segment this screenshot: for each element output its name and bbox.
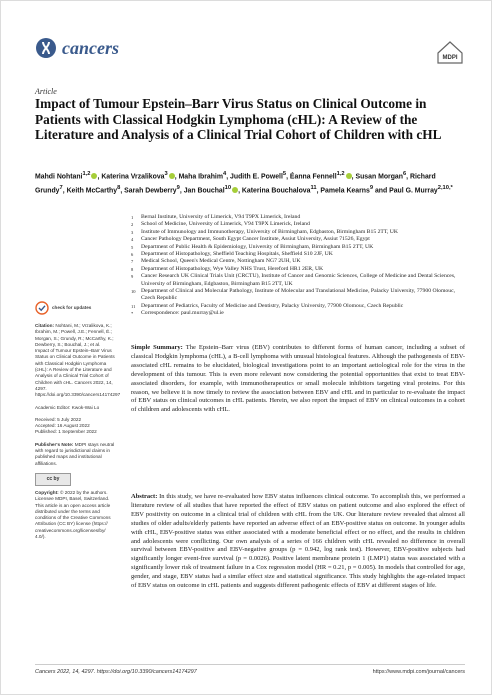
author-name[interactable]: Katerina Vrzalikova [101, 173, 165, 181]
editor-label: Academic Editor: [35, 404, 71, 410]
citation-text: Nohtani, M.; Vrzalikova, K.; Ibrahim, M.; Powell, J.E.; Fennell, É.; Morgan, S.; Grundy, R.; McCarthy, K.; Dewberry, S.; Bouchal, J.; et al. Impact of Tumour Epstein–Barr Virus Status on Clinical Outcome in Patients with Classical Hodgkin Lymphoma (cHL): A Review of the Literature and Analysis of a Clinical Trial Cohort of Children with cHL. Cancers 2022, 14, 4297. https://doi.org/10.3390/cancers14174297 [35, 323, 121, 398]
author-affiliation-sup: 7 [59, 184, 63, 191]
article-sidebar [35, 301, 121, 546]
author-affiliation-sup: 2,10,* [437, 184, 453, 191]
author-name[interactable]: Mahdi Nohtani [35, 173, 83, 181]
author-affiliation-sup: 6 [402, 171, 407, 177]
mdpi-logo-text: MDPI [442, 55, 458, 61]
affiliation-number: 3 [131, 229, 134, 235]
author-affiliation-sup: 4 [222, 171, 227, 177]
author-name[interactable]: Éanna Fennell [289, 173, 337, 181]
affiliation-number: 4 [131, 237, 134, 243]
author-name[interactable]: and Paul G. Murray [374, 187, 438, 195]
copyright-label: Copyright: [35, 489, 59, 495]
affiliation-text: Department of Pediatrics, Faculty of Medicine and Dentistry, Palacky University, 77900 Olomouc, Czech Republic [141, 302, 404, 309]
author-affiliation-sup: 10 [224, 184, 232, 191]
affiliation-text: Department of Clinical and Molecular Pathology, Institute of Molecular and Translational Medicine, Palacky University, 77900 Olomouc, Czech Republic [141, 288, 456, 302]
received-date: Received: 5 July 2022 [35, 416, 82, 422]
author-affiliation-sup: 8 [117, 184, 121, 191]
affiliation-item [131, 258, 465, 265]
affiliation-text: Cancer Pathology Department, South Egypt Cancer Institute, Assiut University, Assiut 71526, Egypt [141, 236, 370, 243]
author-name[interactable]: Richard Grundy [35, 173, 436, 195]
citation-label: Citation: [35, 323, 55, 328]
publisher-note-text: MDPI stays neutral with regard to jurisdictional claims in published maps and institutional affiliations. [35, 441, 115, 466]
author-name[interactable]: Katerina Bouchalova [241, 187, 311, 195]
affiliation-text: School of Medicine, University of Limerick, V94 T9PX Limerick, Ireland [141, 221, 310, 228]
author-affiliation-sup: 11 [310, 184, 317, 191]
affiliation-item [131, 244, 465, 251]
affiliation-text: Cancer Research UK Clinical Trials Unit (CRCTU), Institute of Cancer and Genomic Sciences, College of Medicine and Dental Sciences, University of Birmingham, Edgbaston, Birmingham B15 2TT, UK [141, 273, 456, 287]
affiliation-number: 10 [131, 289, 136, 295]
author-name[interactable]: Judith E. Powell [230, 173, 283, 181]
dates-block [35, 417, 115, 436]
affiliation-list [131, 214, 465, 318]
affiliation-text: Medical School, Queen's Medical Centre, Nottingham NG7 2UH, UK [141, 258, 301, 265]
affiliation-number: 5 [131, 244, 134, 250]
affiliation-number: 6 [131, 252, 134, 258]
affiliation-number: 2 [131, 222, 134, 228]
author-name[interactable]: Susan Morgan [355, 173, 403, 181]
author-name[interactable]: Keith McCarthy [66, 187, 118, 195]
affiliation-item [131, 288, 465, 303]
page-footer [35, 669, 465, 675]
simple-summary-label: Simple Summary: [131, 344, 183, 351]
journal-name: cancers [62, 37, 119, 58]
affiliation-number: 1 [131, 215, 134, 220]
affiliation-text: Department of Histopathology, Wye Valley NHS Trust, Hereford HR1 2ER, UK [141, 265, 324, 272]
cc-license-badge[interactable]: cc by [35, 473, 71, 486]
affiliation-item [131, 303, 465, 310]
author-affiliation-sup: 5 [282, 171, 287, 177]
author-name[interactable]: Maha Ibrahim [178, 173, 223, 181]
check-updates-label: check for updates [52, 305, 92, 311]
author-affiliation-sup: 9 [176, 184, 180, 191]
affiliation-item [131, 273, 465, 288]
affiliation-text: Institute of Immunology and Immunotherapy, University of Birmingham, Edgbaston, Birmingham B15 2TT, UK [141, 228, 399, 235]
cancers-ribbon-icon [35, 37, 57, 59]
published-date: Published: 1 September 2022 [35, 429, 97, 435]
affiliation-item [131, 251, 465, 258]
journal-logo[interactable] [35, 37, 119, 59]
check-updates-icon [35, 301, 49, 315]
author-affiliation-sup: 1,2 [336, 171, 345, 177]
affiliation-item [131, 236, 465, 243]
mdpi-logo-icon[interactable] [435, 39, 465, 65]
check-for-updates[interactable] [35, 301, 115, 315]
accepted-date: Accepted: 16 August 2022 [35, 423, 90, 429]
abstract [131, 493, 465, 591]
affiliation-text: Bernal Institute, University of Limerick, V94 T9PX Limerick, Ireland [141, 214, 301, 220]
simple-summary [131, 344, 465, 415]
affiliation-text[interactable]: Correspondence: paul.murray@ul.ie [141, 310, 224, 317]
abstract-text: In this study, we have re-evaluated how EBV status influences clinical outcome. To accomplish this, we performed a literature review of all studies that have reported the effect of EBV status on patient outcome and also explored the effect of EBV positivity on outcome in a clinical trial of children with cHL from the UK. Our literature review revealed that almost all studies of older adults/elderly patients have reported an adverse effect of an EBV-positive status on outcome. In younger adults with cHL, EBV-positive status was either associated with a moderate beneficial effect or no effect, and the results in children and adolescents were conflicting. Our own analysis of a series of 166 children with cHL revealed no difference in overall survival between EBV-positive and EBV-negative groups (p = 0.942, log rank test). However, EBV-positive subjects had significantly longer event-free survival (p = 0.0026). Positive latent membrane protein 1 (LMP1) status was associated with a significantly lower risk of treatment failure in a Cox regression model (HR = 0.21, p = 0.005). In models that controlled for age, gender, and stage, EBV status had a similar effect size and statistical significance. This study highlights the age-related impact of EBV status on outcome in cHL patients and suggests different pathogenic effects of EBV at different stages of life. [131, 493, 465, 590]
simple-summary-text: The Epstein–Barr virus (EBV) contributes to different forms of human cancer, including a subset of classical Hodgkin lymphoma (cHL), a B-cell lymphoma with unusual histological features. Although the pathogenesis of EBV-associated cHL remains to be elucidated, biological investigations point to an important aetiological role for the virus in the development of this tumour. This is even more relevant now considering the potential opportunities that exist to treat EBV-associated disorders, for example, with immunotherapeutics or small molecule inhibitors targeting viral proteins. For this reason, we believe it is now timely to review the association between EBV and cHL and in particular to re-evaluate the impact of EBV status on clinical outcomes in cHL patients. Herein, we also report the impact of EBV on clinical outcomes in a cohort of children and adolescents with cHL. [131, 344, 465, 414]
author-affiliation-sup: 3 [164, 171, 168, 177]
affiliation-item [131, 229, 465, 236]
editor-name: Kwok-Wai Lo [71, 404, 100, 410]
journal-header [35, 35, 465, 67]
citation-block [35, 323, 121, 399]
author-name[interactable]: Sarah Dewberry [124, 187, 177, 195]
copyright-block [35, 490, 115, 540]
affiliation-number: 11 [131, 303, 136, 309]
footer-divider [35, 664, 465, 665]
footer-journal-url[interactable]: https://www.mdpi.com/journal/cancers [372, 669, 465, 675]
abstract-label: Abstract: [131, 493, 158, 500]
editor-block [35, 405, 115, 411]
affiliation-item [131, 221, 465, 228]
affiliation-number: 8 [131, 266, 134, 272]
affiliation-item [131, 310, 465, 317]
affiliation-text: Department of Histopathology, Sheffield Teaching Hospitals, Sheffield S10 2JF, UK [141, 251, 333, 258]
author-list: Mahdi Nohtani$^{1,2}$ , Katerina Vrzalikova$^3$ , Maha Ibrahim$^4$, Judith E. Powell$^5$, Éanna Fennell$^{1,2}$ , Susan Morgan$^6$, Richard Grundy$^7$, Keith McCarthy$^8$, Sarah Dewberry$^9$, Jan Bouchal$^{10}$ , Katerina Bouchalova$^{11}$, Pamela Kearns$^9$ and Paul G. Murray$^{2,10,*}$ [35, 171, 453, 195]
author-affiliation-sup: 1,2 [82, 171, 91, 177]
author-affiliation-sup: 9 [369, 184, 374, 191]
publisher-note-label: Publisher's Note: [35, 441, 74, 447]
affiliation-text: Department of Public Health & Epidemiology, University of Birmingham, Birmingham B15 2TT, UK [141, 243, 374, 250]
affiliation-number: * [131, 311, 134, 317]
affiliation-number: 7 [131, 259, 134, 265]
article-title: Impact of Tumour Epstein–Barr Virus Status on Clinical Outcome in Patients with Classical Hodgkin Lymphoma (cHL): A Review of the Literature and Analysis of a Clinical Trial Cohort of Children with cHL [35, 96, 442, 143]
article-type: Article [35, 87, 57, 96]
affiliation-number: 9 [131, 274, 134, 280]
author-name[interactable]: Jan Bouchal [183, 187, 225, 195]
footer-citation[interactable]: Cancers 2022, 14, 4297. https://doi.org/10.3390/cancers14174297 [35, 669, 197, 675]
author-name[interactable]: Pamela Kearns [320, 187, 370, 195]
copyright-text: © 2022 by the authors. Licensee MDPI, Basel, Switzerland. This article is an open access article distributed under the terms and conditions of the Creative Commons Attribution (CC BY) license (https:// creativecommons.org/licenses/by/ 4.0/). [35, 489, 111, 540]
publisher-note-block [35, 442, 115, 467]
